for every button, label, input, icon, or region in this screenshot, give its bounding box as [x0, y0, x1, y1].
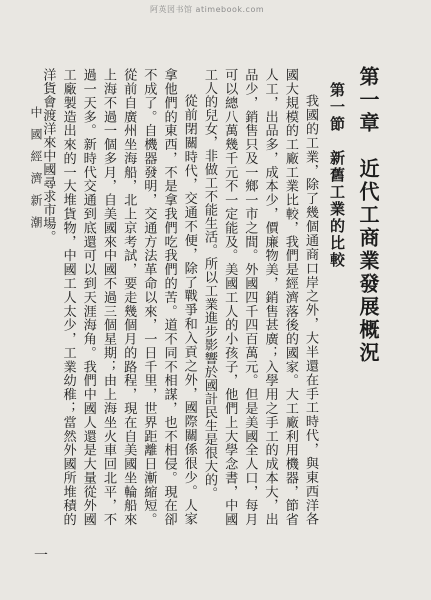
chapter-title: 第一章 近代工商業發展概況 [356, 66, 380, 365]
section-title: 第一節 新舊工業的比較 [328, 82, 346, 269]
body-paragraph: 從前閉關時代，交通不便，除了戰爭和入貢之外，國際關係很少。人家拿他們的東西，不是拿我們吃我們的苦。道不同不相謀，也不相侵。現在卻不成了。自機器發明，交通方法革命以來，一日千里，世界距離日漸縮短。從前自廣州坐海船，北上京考試，要走幾個月的路程，現在自美國坐輪船來上海不過一個多月，自美國來中國不過三個星期；由上海坐火車回北平，不過一天多。新時代交通到底還可以到天涯海角。我們中國人還是大量從外國工廠製造出來的一大堆貨物，中國工人太少，工業幼稚；當然外國所堆積的洋貨會渡洋來中國尋求市場。 [40, 68, 197, 526]
body-text [40, 68, 320, 526]
page-number: 一 [34, 548, 48, 564]
watermark: 阿英図书馆 atimebook.com [150, 5, 265, 14]
running-title: 中國經濟新潮 [29, 106, 43, 238]
body-paragraph: 我國的工業，除了幾個通商口岸之外，大半還在手工時代，與東西洋各國大規模的工廠工業比較，我們是經濟落後的國家。大工廠利用機器，節省人工，出品多，成本少，價廉物美，銷售甚廣；入學用之手工的成本大，出品少，銷售只及一鄉一市之間。外國四千四百萬元。但是美國全人口，每月可以總八萬幾千元不一定能及。美國工人的小孩子，他們上大學念書，中國工人的兒女，非做工不能生活。所以工業進步影響於國計民生是很大的。 [201, 68, 318, 526]
